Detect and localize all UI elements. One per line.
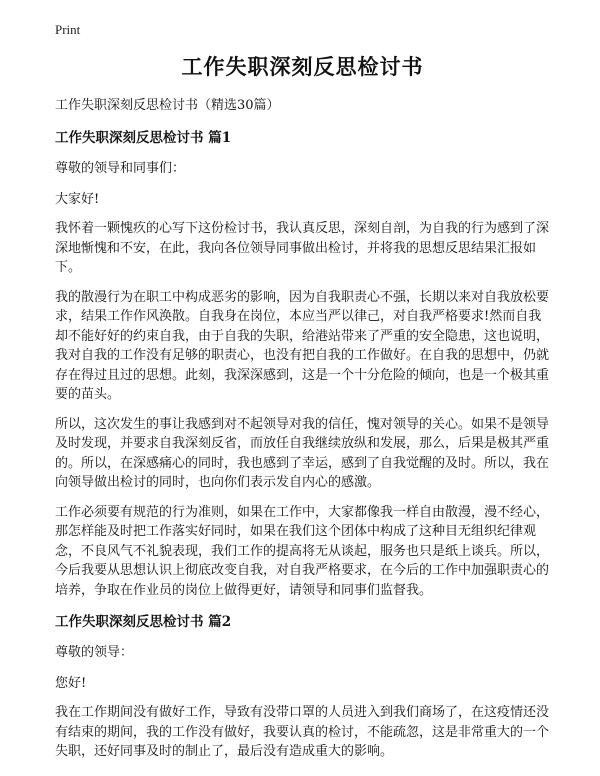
body-paragraph: 我的散漫行为在职工中构成恶劣的影响，因为自我职责心不强，长期以来对自我放松要求，结果工作作风涣散。自我身在岗位，本应当严以律己，对自我严格要求!然而自我却不能好好的约束自我，由于自我的失职，给港站带来了严重的安全隐患，这也说明，我对自我的工作没有足够的职责心，也没有把自我的工作做好。在自我的思想中，仍就存在得过且过的思想。此刻，我深深感到，这是一个十分危险的倾向，也是一个极其重要的苗头。 xyxy=(55,289,550,402)
greeting: 您好! xyxy=(55,675,87,691)
page-title: 工作失职深刻反思检讨书 xyxy=(181,54,424,79)
salutation: 尊敬的领导： xyxy=(55,645,134,660)
document-subtitle: 工作失职深刻反思检讨书（精选30篇） xyxy=(55,98,280,113)
section-heading: 工作失职深刻反思检讨书 篇1 xyxy=(55,130,232,146)
section-heading: 工作失职深刻反思检讨书 篇2 xyxy=(55,614,232,630)
body-paragraph: 工作必须要有规范的行为准则，如果在工作中，大家都像我一样自由散漫，漫不经心，那怎样能及时把工作落实好同时，如果在我们这个团体中构成了这种目无组织纪律观念，不良风气不礼貌表现，我们工作的提高将无从谈起，服务也只是纸上谈兵。所以，今后我要从思想认识上彻底改变自我，对自我严格要求，在今后的工作中加强职责心的培养，争取在作业员的岗位上做得更好，请领导和同事们监督我。 xyxy=(55,504,550,598)
salutation: 尊敬的领导和同事们： xyxy=(55,161,186,176)
body-paragraph: 我在工作期间没有做好工作，导致有没带口罩的人员进入到我们商场了，在这疫情还没有结束的期间，我的工作没有做好，我要认真的检讨，不能疏忽，这是非常重大的一个失职，还好同事及时的制止了，最后没有造成重大的影响。 xyxy=(55,705,550,759)
body-paragraph: 所以，这次发生的事让我感到对不起领导对我的信任，愧对领导的关心。如果不是领导及时发现，并要求自我深刻反省，而放任自我继续放纵和发展，那么，后果是极其严重的。所以，在深感痛心的同时，我也感到了幸运，感到了自我觉醒的及时。所以，我在向领导做出检讨的同时，也向你们表示发自内心的感激。 xyxy=(55,416,550,490)
document-page xyxy=(55,52,550,762)
print-link[interactable]: Print xyxy=(55,22,81,37)
greeting: 大家好! xyxy=(55,191,100,207)
body-paragraph: 我怀着一颗愧疚的心写下这份检讨书，我认真反思，深刻自剖，为自我的行为感到了深深地惭愧和不安，在此，我向各位领导同事做出检讨，并将我的思想反思结果汇报如下。 xyxy=(55,221,550,275)
